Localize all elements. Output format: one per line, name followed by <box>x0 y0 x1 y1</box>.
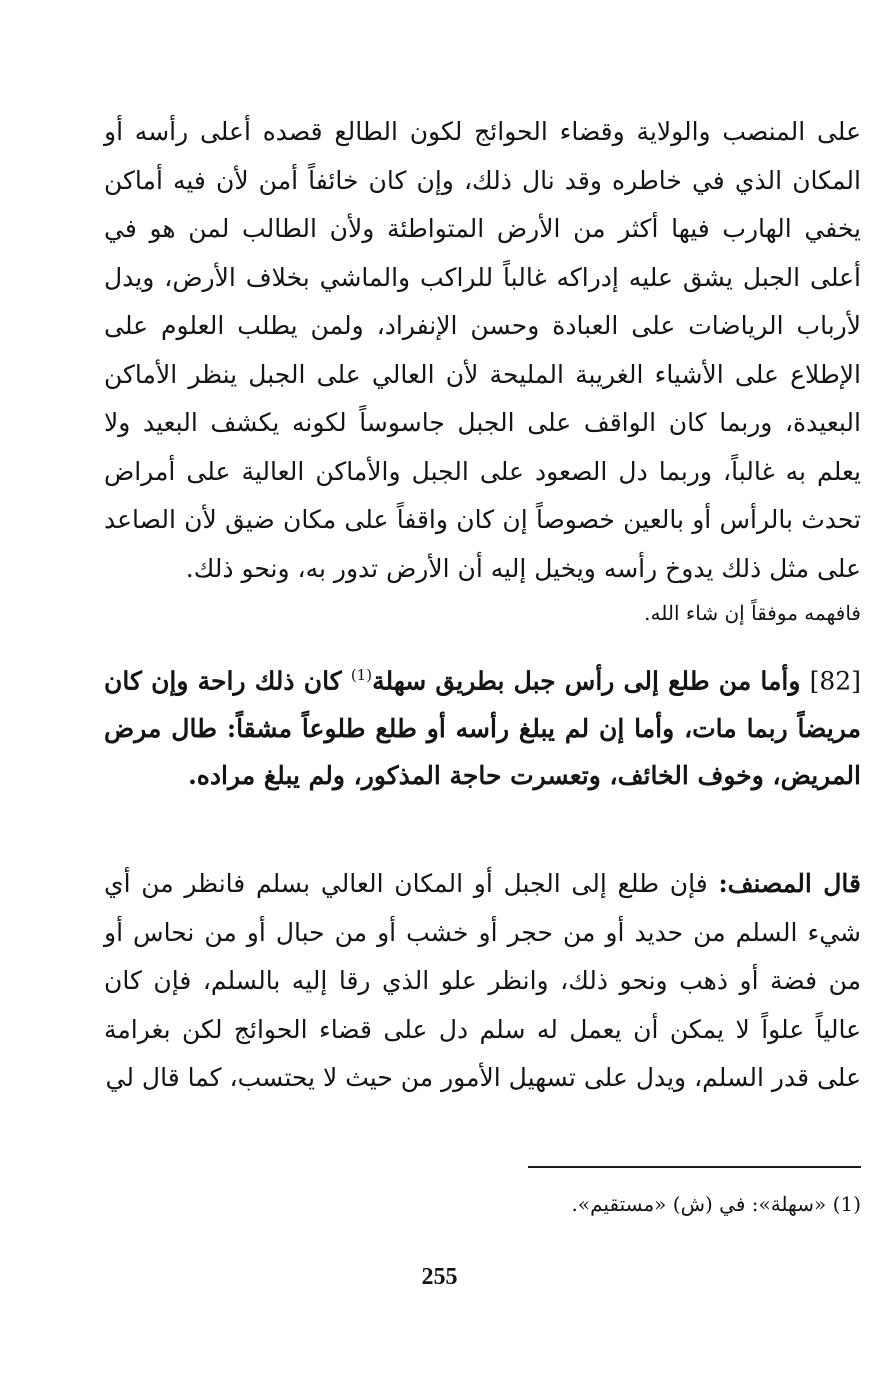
section-reference-number: [82] <box>809 666 861 696</box>
paragraph-3 <box>104 860 861 1103</box>
footnote-text: «سهلة»: في (ش) «مستقيم». <box>571 1192 827 1216</box>
paragraph-3-body: فإن طلع إلى الجبل أو المكان العالي بسلم فانظر من أي شيء السلم من حديد أو من حجر أو خشب أو من حبال أو من نحاس أو من فضة أو ذهب ونحو ذلك، وانظر علو الذي رقا إليه بالسلم، فإن كان عالياً علواً لا يمكن أن يعمل له سلم دل على قضاء الحوائج لكن بغرامة على قدر السلم، ويدل على تسهيل الأمور من حيث لا يحتسب، كما قال لي <box>104 869 861 1092</box>
paragraph-2-text-a: وأما من طلع إلى رأس جبل بطريق سهلة <box>372 666 801 696</box>
footnote <box>380 1189 861 1219</box>
footnote-separator <box>528 1166 861 1168</box>
footnote-marker: (1) <box>350 666 373 684</box>
paragraph-1-closing: فافهمه موفقاً إن شاء الله. <box>644 601 861 625</box>
page-number: 255 <box>421 1264 458 1290</box>
paragraph-2 <box>104 652 861 800</box>
paragraph-2-text-b: كان ذلك راحة وإن كان مريضاً ربما مات، وأما إن لم يبلغ رأسه أو طلع طلوعاً مشقاً: طال مرض المريض، وخوف الخائف، وتعسرت حاجة المذكور، ولم يبلغ مراده. <box>104 666 861 791</box>
paragraph-1-body: على المنصب والولاية وقضاء الحوائج لكون الطالع قصده أعلى رأسه أو المكان الذي في خاطره وقد نال ذلك، وإن كان خائفاً أمن لأن فيه أماكن يخفي الهارب فيها أكثر من الأرض المتواطئة ولأن الطالب لمن هو في أعلى الجبل يشق عليه إدراكه غالباً للراكب والماشي بخلاف الأرض، ويدل لأرباب الرياضات على العبادة وحسن الإنفراد، ولمن يطلب العلوم على الإطلاع على الأشياء الغريبة المليحة لأن العالي على الجبل ينظر الأماكن البعيدة، وربما كان الواقف على الجبل جاسوساً لكونه يكشف البعيد ولا يعلم به غالباً، وربما دل الصعود على الجبل والأماكن العالية على أمراض تحدث بالرأس أو بالعين خصوصاً إن كان واقفاً على مكان ضيق لأن الصاعد على مثل ذلك يدوخ رأسه ويخيل إليه أن الأرض تدور به، ونحو ذلك. <box>104 117 861 583</box>
footnote-number: (1) <box>832 1192 861 1216</box>
author-said-lead: قال المصنف: <box>718 869 861 898</box>
paragraph-1 <box>104 108 861 633</box>
